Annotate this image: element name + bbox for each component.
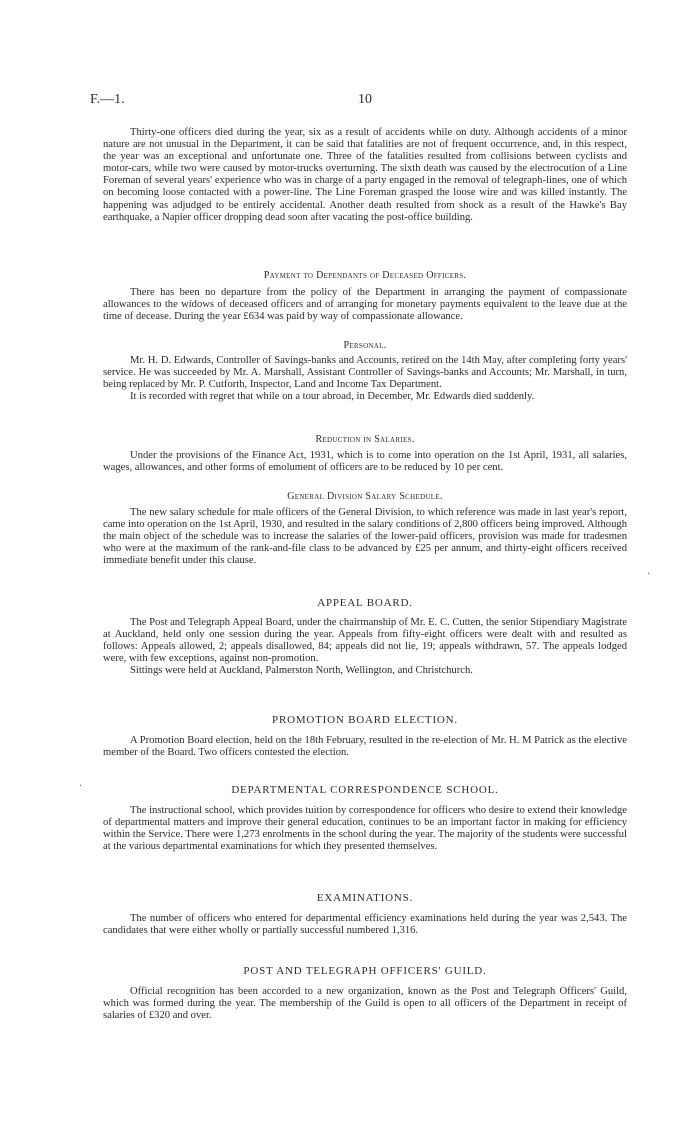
- paragraph: Sittings were held at Auckland, Palmerston North, Wellington, and Christchurch.: [130, 665, 473, 677]
- paragraph: The Post and Telegraph Appeal Board, under the chairmanship of Mr. E. C. Cutten, the senior Stipendiary Magistrate at Auckland, held only one session during the year. Appeals from fifty-eight officers were dealt with and resulted as follows: Appeals allowed, 2; appeals disallowed, 84; appeals did not lie, 19; appeals withdrawn, 57. The appeals lodged were, with few exceptions, against non-promotion.: [103, 617, 627, 665]
- section-heading: EXAMINATIONS.: [316, 892, 414, 904]
- paragraph: There has been no departure from the policy of the Department in arranging the payment of compassionate allowances to the widows of deceased officers and of arranging for monetary payments equivalent to the leave due at the time of decease. During the year £634 was paid by way of compassionate allowance.: [103, 287, 627, 323]
- section-heading: DEPARTMENTAL CORRESPONDENCE SCHOOL.: [231, 784, 499, 796]
- guild-section: [103, 986, 627, 1022]
- promotion-section: [103, 735, 627, 759]
- reduction-section: [103, 450, 627, 474]
- paragraph: It is recorded with regret that while on a tour abroad, in December, Mr. Edwards died suddenly.: [130, 391, 535, 403]
- personal-section: [103, 355, 627, 403]
- payment-section: [103, 287, 627, 323]
- section-heading: General Division Salary Schedule.: [287, 491, 443, 502]
- section-heading: Personal.: [343, 340, 387, 351]
- paragraph: Under the provisions of the Finance Act, 1931, which is to come into operation on the 1st April, 1931, all salaries, wages, allowances, and other forms of emolument of officers are to be reduced by 10 per cent.: [103, 450, 627, 474]
- section-heading: Payment to Dependants of Deceased Officers.: [263, 270, 467, 281]
- paragraph: Mr. H. D. Edwards, Controller of Savings-banks and Accounts, retired on the 14th May, after completing forty years' service. He was succeeded by Mr. A. Marshall, Assistant Controller of Savings-banks and Accounts; Mr. Marshall, in turn, being replaced by Mr. P. Cutforth, Inspector, Land and Income Tax Department.: [103, 355, 627, 391]
- section-heading: POST AND TELEGRAPH OFFICERS' GUILD.: [243, 965, 487, 977]
- section-heading: PROMOTION BOARD ELECTION.: [272, 714, 458, 726]
- exams-section: [103, 913, 627, 937]
- page-number: 10: [358, 92, 372, 107]
- deaths-section: [103, 127, 627, 224]
- margin-mark: ·: [647, 569, 651, 580]
- paragraph: The new salary schedule for male officers of the General Division, to which reference was made in last year's report, came into operation on the 1st April, 1930, and resulted in the salary conditions of 2,800 officers being improved. Although the main object of the schedule was to increase the salaries of the lower-paid officers, provision was made for tradesmen who were at the maximum of the rank-and-file class to be advanced by £25 per annum, and thirty-eight officers received immediate benefit under this clause.: [103, 507, 627, 567]
- general-division-section: [103, 507, 627, 567]
- paragraph: The instructional school, which provides tuition by correspondence for officers who desire to extend their knowledge of departmental matters and improve their general education, continues to be an important factor in making for efficiency within the Service. There were 1,273 enrolments in the school during the year. The majority of the students were successful at the various departmental examinations for which they presented themselves.: [103, 805, 627, 853]
- margin-mark: ·: [79, 781, 83, 792]
- paragraph: Official recognition has been accorded to a new organization, known as the Post and Telegraph Officers' Guild, which was formed during the year. The membership of the Guild is open to all officers of the Department in receipt of salaries of £320 and over.: [103, 986, 627, 1022]
- paragraph: A Promotion Board election, held on the 18th February, resulted in the re-election of Mr. H. M Patrick as the elective member of the Board. Two officers contested the election.: [103, 735, 627, 759]
- school-section: [103, 805, 627, 853]
- paragraph: Thirty-one officers died during the year, six as a result of accidents while on duty. Although accidents of a minor nature are not unusual in the Department, it can be said that fatalities are not of frequent occurrence, and, in this respect, the year was an exceptional and unfortunate one. Three of the fatalities resulted from collisions between cyclists and motor-cars, while two were caused by motor-trucks overturning. The sixth death was caused by the electrocution of a Line Foreman of several years' experience who was in charge of a party engaged in the removal of telegraph-lines, one of which on becoming loose contacted with a power-line. The Line Foreman grasped the loose wire and was killed instantly. The happening was adjudged to be entirely accidental. Another death resulted from shock as a result of the Hawke's Bay earthquake, a Napier officer dropping dead soon after vacating the post-office building.: [103, 127, 627, 223]
- appeal-section: [103, 617, 627, 677]
- section-heading: Reduction in Salaries.: [315, 434, 415, 445]
- report-reference: F.—1.: [90, 92, 125, 107]
- section-heading: APPEAL BOARD.: [317, 597, 413, 609]
- paragraph: The number of officers who entered for departmental efficiency examinations held during the year was 2,543. The candidates that were either wholly or partially successful numbered 1,316.: [103, 913, 627, 937]
